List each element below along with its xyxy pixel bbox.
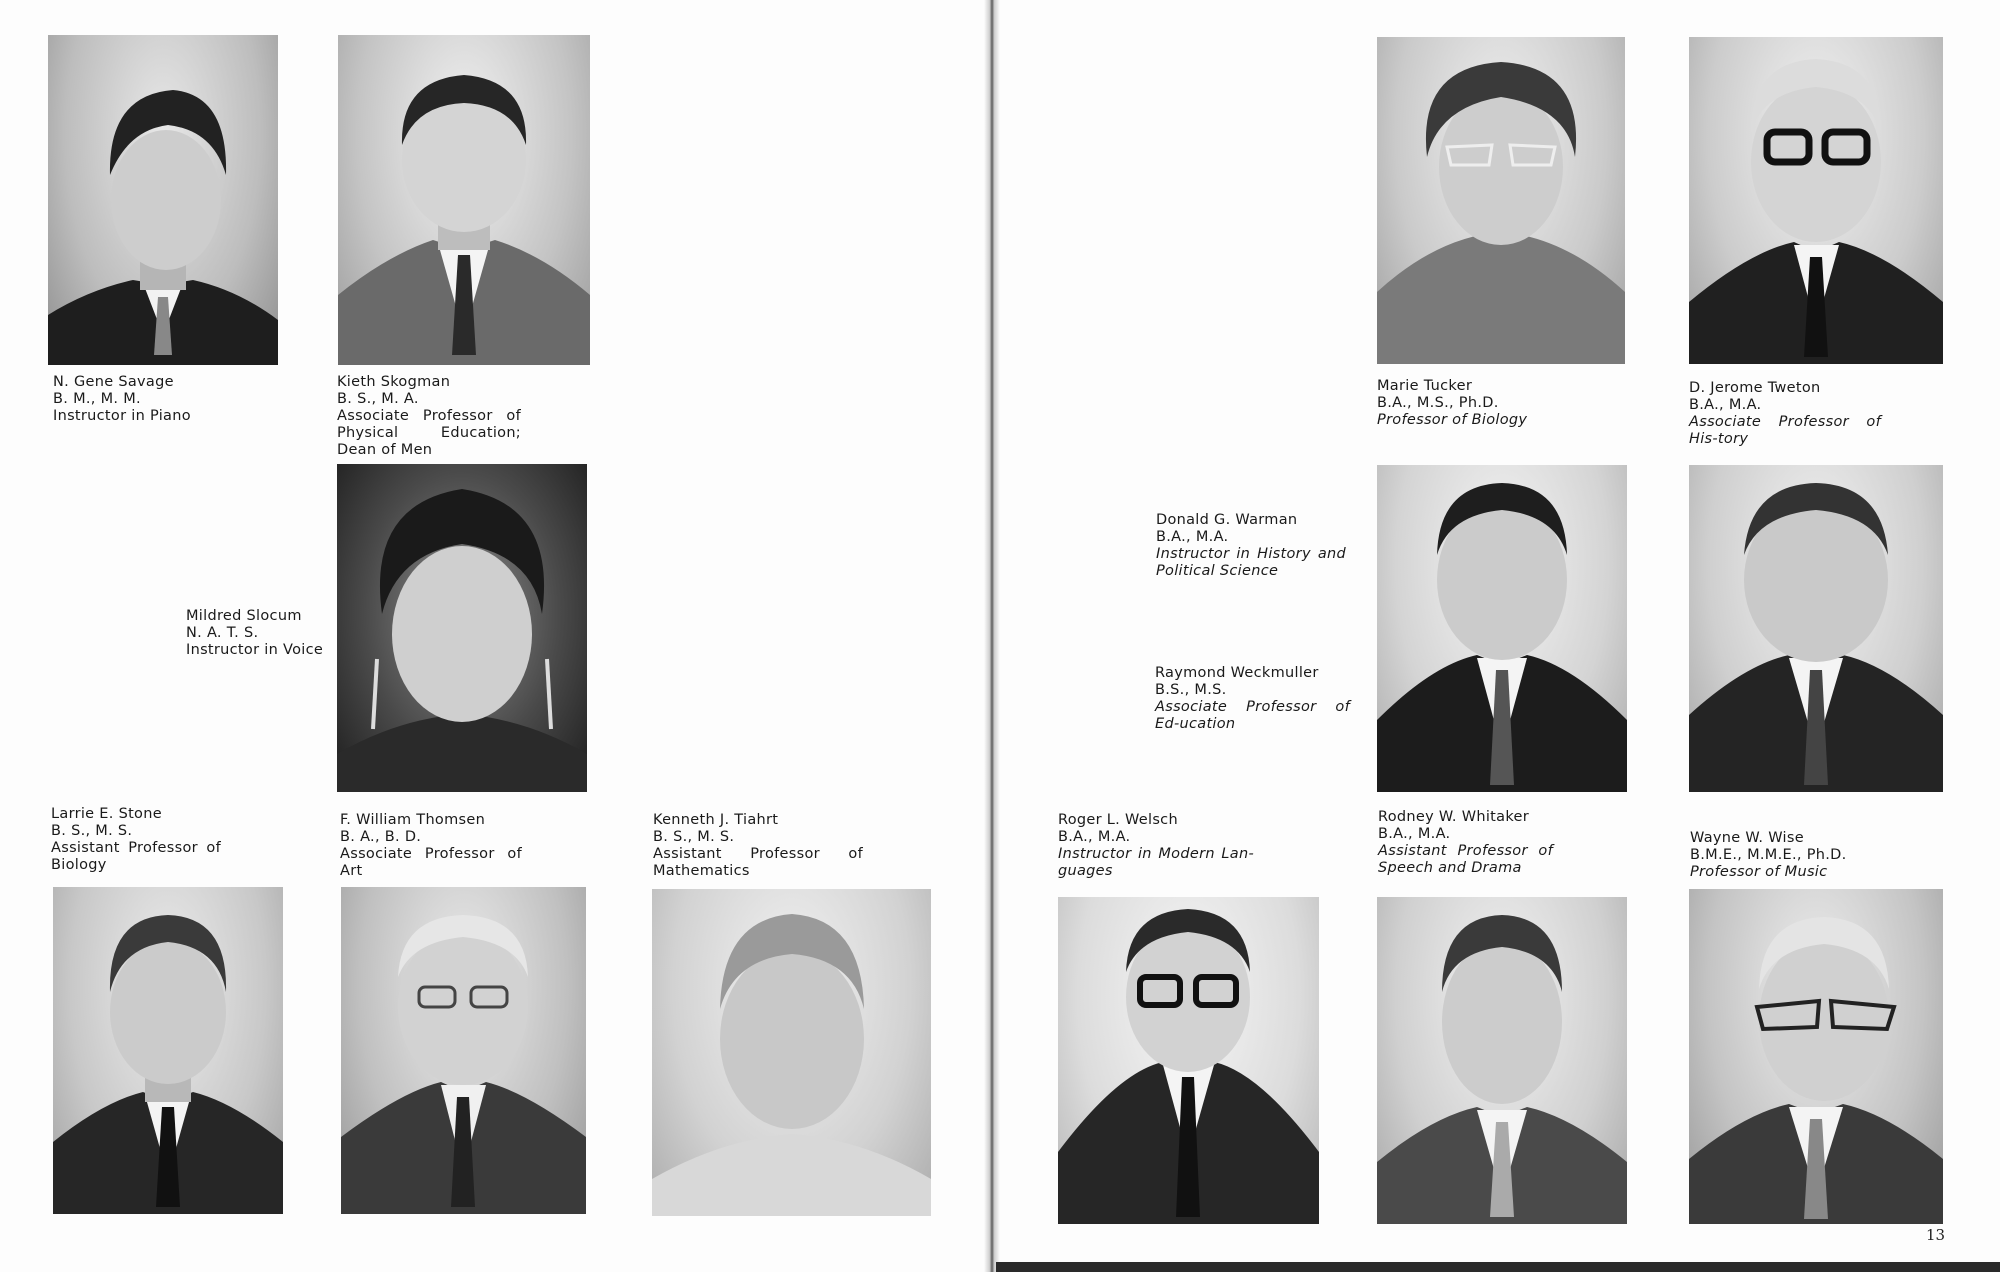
person-degrees: B.S., M.S. — [1155, 682, 1227, 698]
person-title: Professor of Biology — [1377, 412, 1528, 428]
caption-stone — [51, 806, 221, 874]
person-degrees: N. A. T. S. — [186, 625, 259, 641]
person-degrees: B.A., M.S., Ph.D. — [1377, 395, 1499, 411]
caption-warman — [1156, 512, 1346, 580]
portrait-photo — [1377, 37, 1625, 364]
person-degrees: B.A., M.A. — [1156, 529, 1229, 545]
person-title: Instructor in Voice — [186, 642, 324, 658]
caption-weckmuller — [1155, 665, 1350, 733]
caption-skogman — [337, 374, 521, 459]
person-degrees: B. S., M. S. — [653, 829, 735, 845]
caption-tucker — [1377, 378, 1577, 429]
caption-tweton — [1689, 380, 1881, 448]
person-name: Rodney W. Whitaker — [1378, 809, 1529, 825]
person-name: Mildred Slocum — [186, 608, 302, 624]
person-title: Instructor in History and Political Science — [1156, 546, 1346, 579]
portrait-photo — [1058, 897, 1319, 1224]
portrait-photo — [1689, 37, 1943, 364]
person-degrees: B. S., M. A. — [337, 391, 419, 407]
person-degrees: B. S., M. S. — [51, 823, 133, 839]
person-name: Kenneth J. Tiahrt — [653, 812, 779, 828]
person-title: Instructor in Piano — [53, 408, 191, 424]
portrait-photo — [652, 889, 931, 1216]
portrait-photo — [337, 464, 587, 792]
caption-slocum — [186, 608, 326, 659]
caption-thomsen — [340, 812, 522, 880]
person-title: Associate Professor of Ed-ucation — [1155, 699, 1350, 732]
person-title: Assistant Professor of Speech and Drama — [1378, 843, 1553, 876]
person-title: Associate Professor of Physical Education; Dean of Men — [337, 408, 521, 458]
portrait-photo — [338, 35, 590, 365]
person-name: Donald G. Warman — [1156, 512, 1298, 528]
portrait-photo — [48, 35, 278, 365]
person-degrees: B. A., B. D. — [340, 829, 422, 845]
person-name: Larrie E. Stone — [51, 806, 162, 822]
caption-savage — [53, 374, 253, 425]
caption-wise — [1690, 830, 1880, 881]
portrait-photo — [1689, 889, 1943, 1224]
person-name: Raymond Weckmuller — [1155, 665, 1319, 681]
person-name: D. Jerome Tweton — [1689, 380, 1821, 396]
caption-tiahrt — [653, 812, 863, 880]
person-name: Marie Tucker — [1377, 378, 1473, 394]
caption-welsch — [1058, 812, 1254, 880]
portrait-photo — [1689, 465, 1943, 792]
person-degrees: B.A., M.A. — [1058, 829, 1131, 845]
person-title: Professor of Music — [1690, 864, 1828, 880]
person-title: Assistant Professor of Mathematics — [653, 846, 863, 879]
person-title: Assistant Professor of Biology — [51, 840, 221, 873]
portrait-photo — [53, 887, 283, 1214]
caption-whitaker — [1378, 809, 1553, 877]
person-title: Associate Professor of Art — [340, 846, 522, 879]
person-degrees: B.A., M.A. — [1689, 397, 1762, 413]
person-name: Kieth Skogman — [337, 374, 451, 390]
page-bottom-edge — [996, 1262, 2000, 1272]
person-degrees: B. M., M. M. — [53, 391, 141, 407]
portrait-photo — [341, 887, 586, 1214]
person-name: Roger L. Welsch — [1058, 812, 1178, 828]
page-number: 13 — [1926, 1226, 1946, 1244]
person-title: Instructor in Modern Lan-guages — [1058, 846, 1254, 879]
person-title: Associate Professor of His-tory — [1689, 414, 1881, 447]
book-gutter — [984, 0, 1000, 1272]
person-name: N. Gene Savage — [53, 374, 174, 390]
portrait-photo — [1377, 465, 1627, 792]
portrait-photo — [1377, 897, 1627, 1224]
person-name: Wayne W. Wise — [1690, 830, 1804, 846]
person-degrees: B.A., M.A. — [1378, 826, 1451, 842]
person-name: F. William Thomsen — [340, 812, 486, 828]
person-degrees: B.M.E., M.M.E., Ph.D. — [1690, 847, 1847, 863]
